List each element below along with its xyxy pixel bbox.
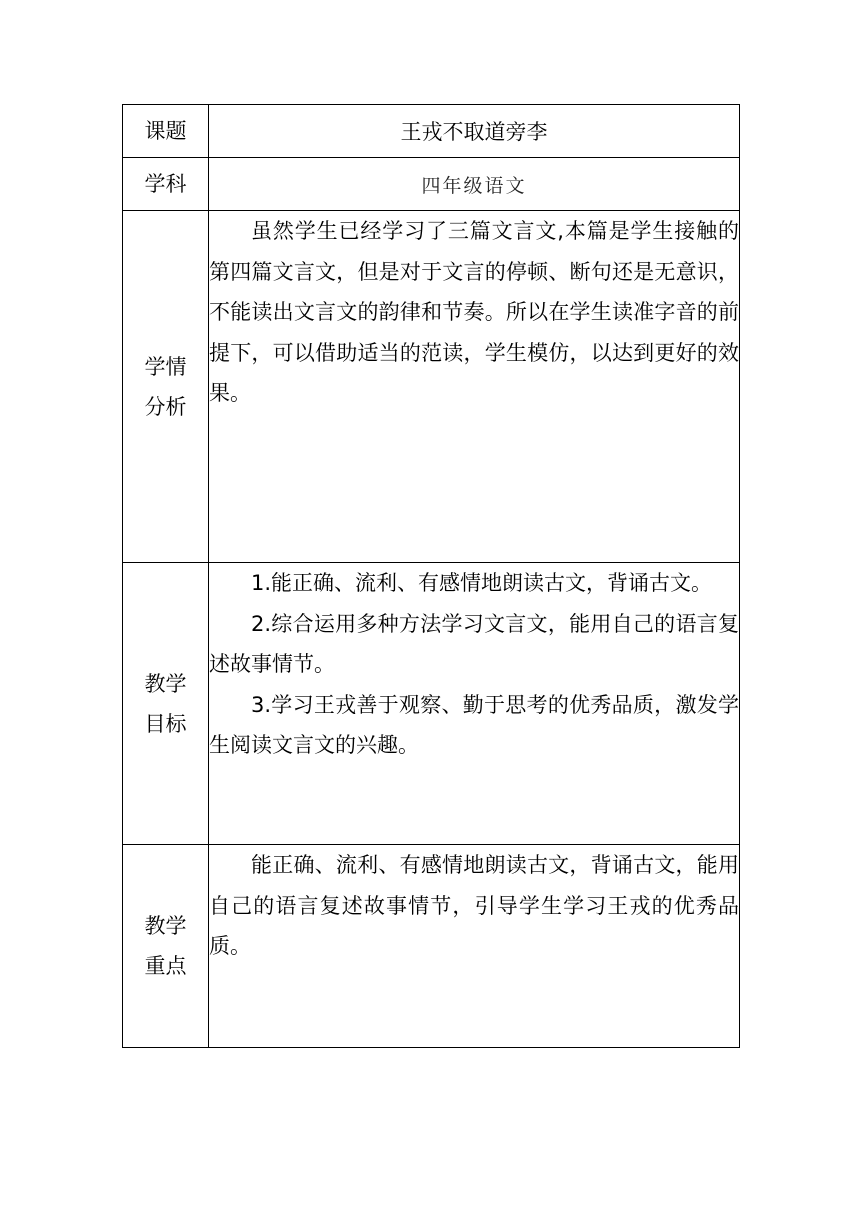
lesson-plan-table <box>122 104 740 1048</box>
goals-content-cell <box>209 563 740 845</box>
analysis-row <box>123 211 740 563</box>
keypoints-text: 能正确、流利、有感情地朗读古文，背诵古文，能用自己的语言复述故事情节，引导学生学习王戎的优秀品质。 <box>209 853 739 958</box>
subject-value-cell <box>209 158 740 211</box>
title-row <box>123 105 740 158</box>
goal-item-1: 1.能正确、流利、有感情地朗读古文，背诵古文。 <box>251 571 713 595</box>
analysis-label-line1: 学情 <box>144 354 187 379</box>
lesson-title: 王戎不取道旁李 <box>400 120 548 144</box>
analysis-text: 虽然学生已经学习了三篇文言文,本篇是学生接触的第四篇文言文，但是对于文言的停顿、断句还是无意识，不能读出文言文的韵律和节奏。所以在学生读准字音的前提下，可以借助适当的范读，学生模仿，以达到更好的效果。 <box>209 219 739 405</box>
goals-label-cell <box>123 563 209 845</box>
keypoints-label-line2: 重点 <box>144 954 187 978</box>
goal-item-3: 3.学习王戎善于观察、勤于思考的优秀品质，激发学生阅读文言文的兴趣。 <box>209 692 739 757</box>
keypoints-label-cell <box>123 845 209 1048</box>
subject-label: 学科 <box>144 172 187 196</box>
goal-item-2: 2.综合运用多种方法学习文言文，能用自己的语言复述故事情节。 <box>209 611 739 676</box>
keypoints-content-cell <box>209 845 740 1048</box>
goals-label-line2: 目标 <box>144 711 187 736</box>
keypoints-label-line1: 教学 <box>144 914 187 938</box>
subject-value: 四年级语文 <box>421 174 527 197</box>
analysis-label-line2: 分析 <box>144 394 187 419</box>
subject-row <box>123 158 740 211</box>
goals-label-line1: 教学 <box>144 671 187 696</box>
title-label: 课题 <box>144 119 187 143</box>
analysis-label-cell <box>123 211 209 563</box>
keypoints-row <box>123 845 740 1048</box>
analysis-content-cell <box>209 211 740 563</box>
subject-label-cell <box>123 158 209 211</box>
title-label-cell <box>123 105 209 158</box>
lesson-title-cell <box>209 105 740 158</box>
goals-row <box>123 563 740 845</box>
